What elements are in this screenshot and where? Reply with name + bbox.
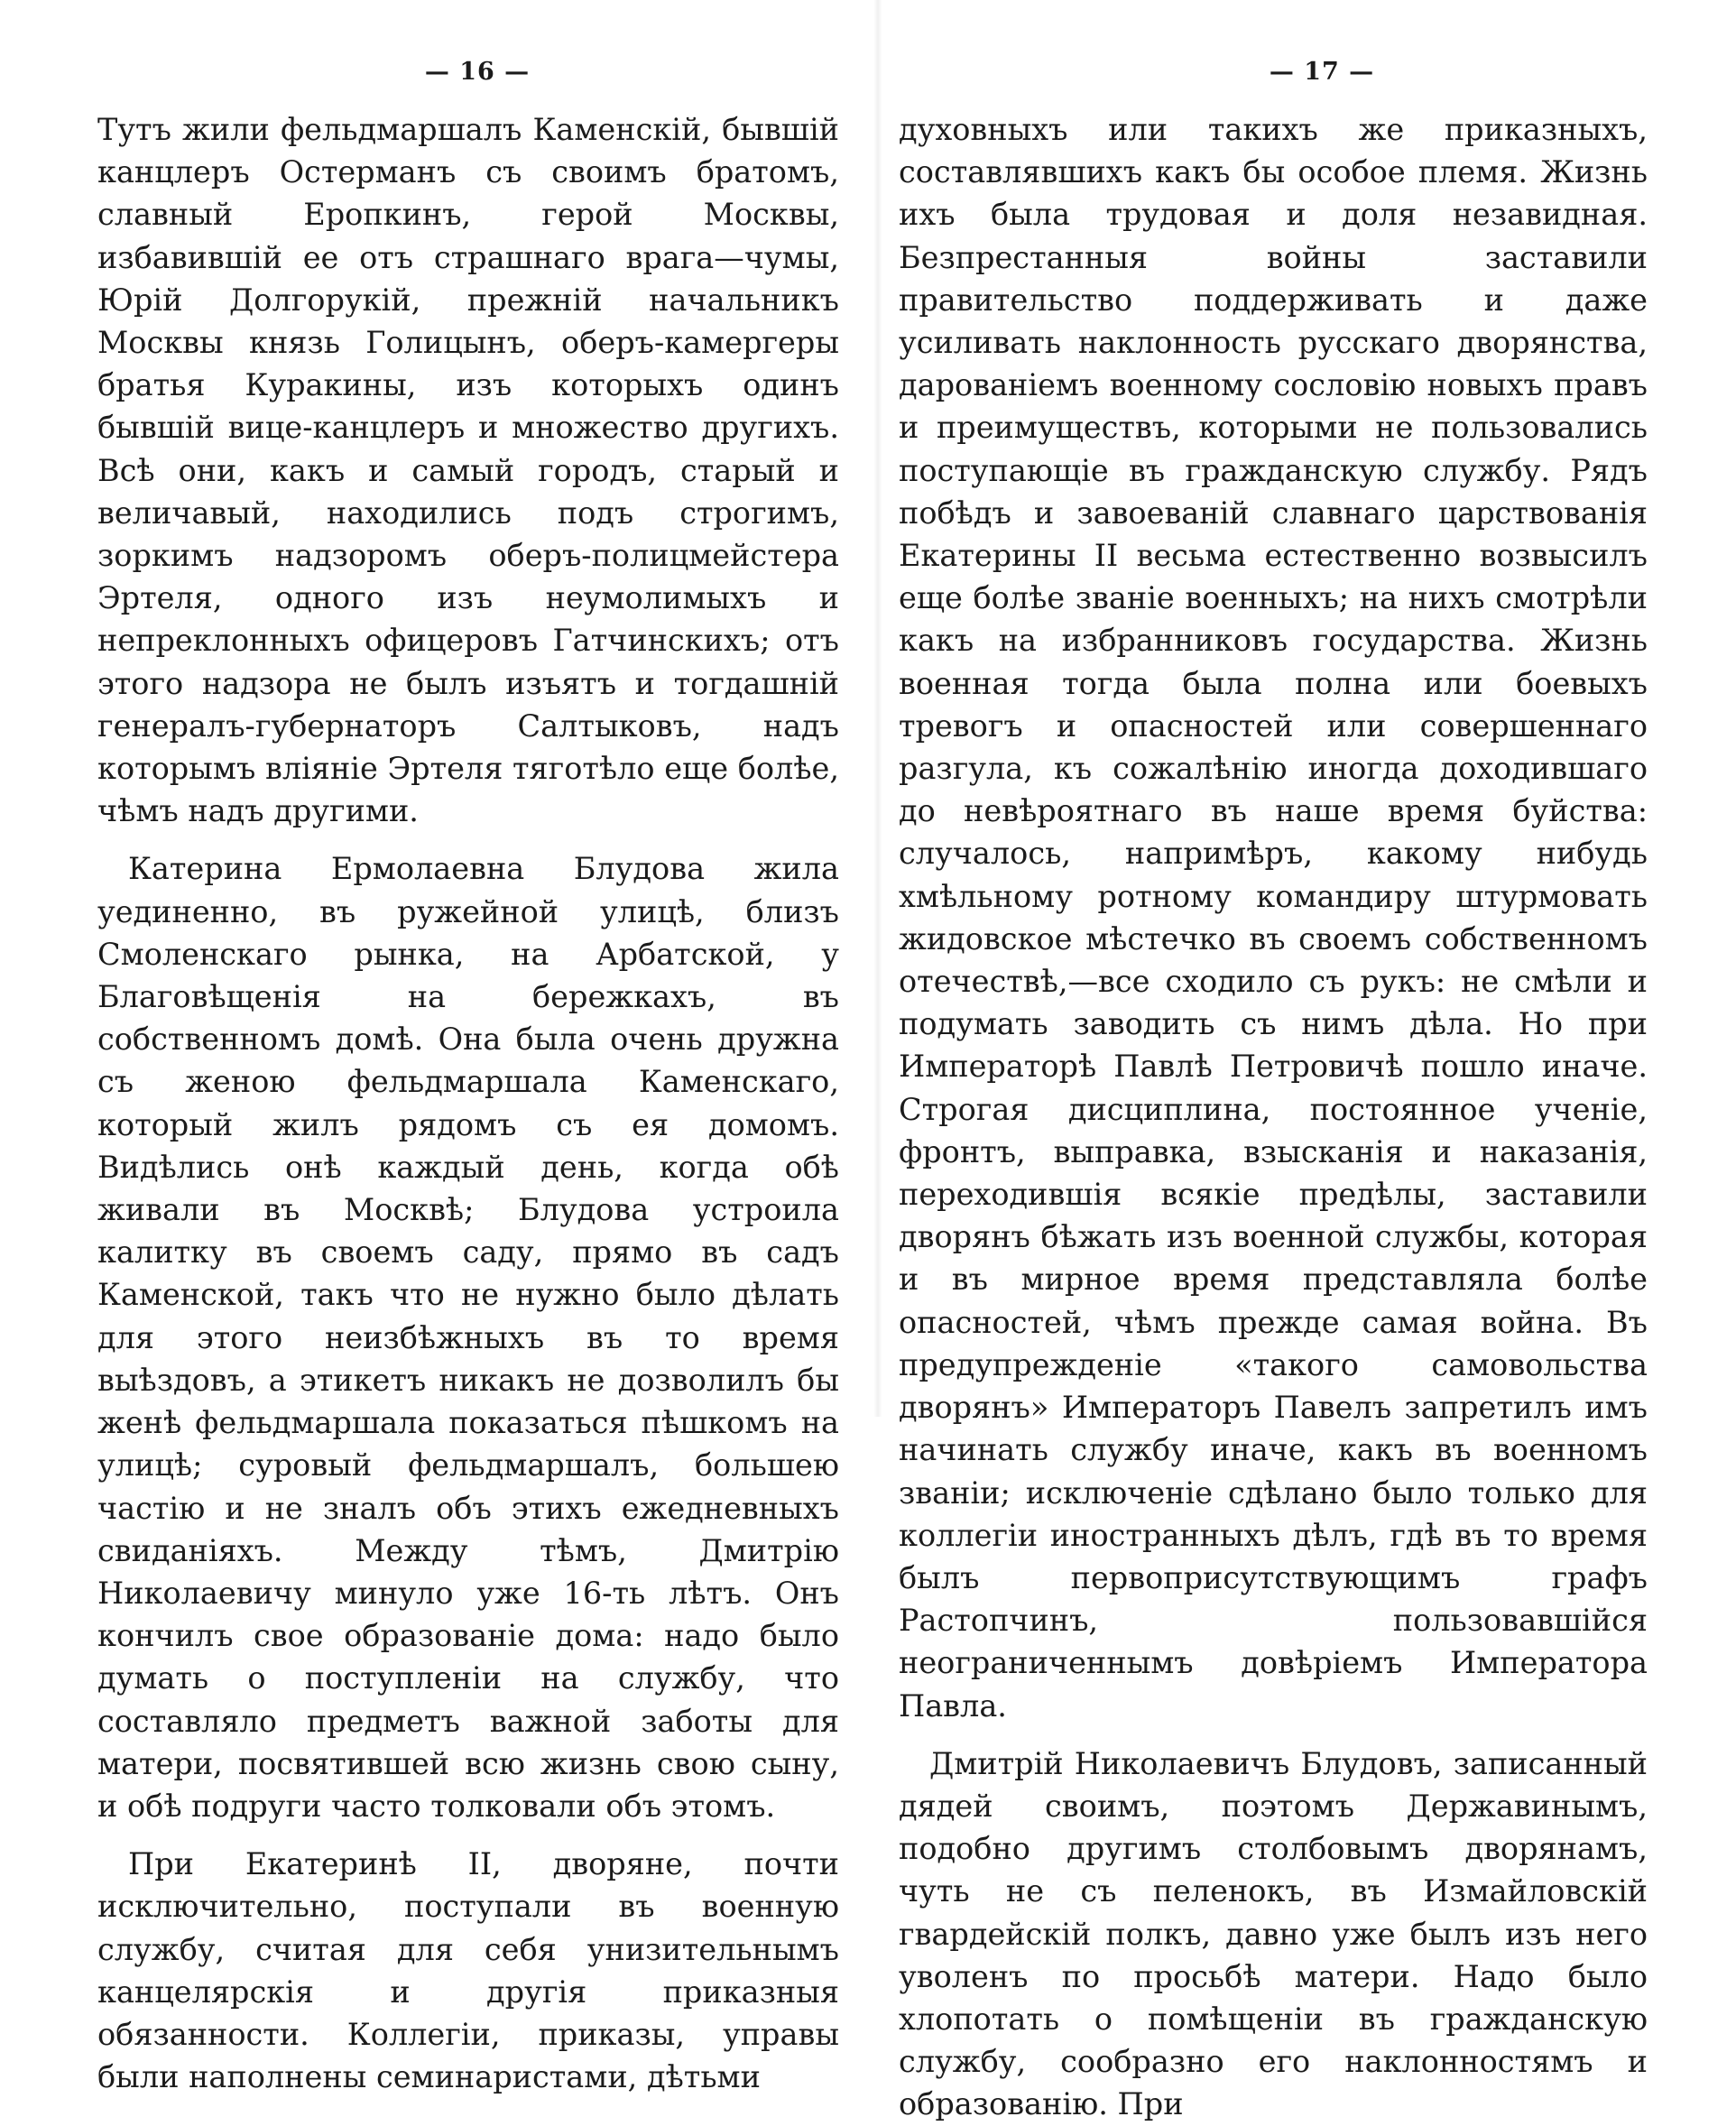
- page-number: — 17 —: [1269, 58, 1375, 86]
- paragraph: Тутъ жили фельдмаршалъ Каменскій, бывшій канцлеръ Остерманъ съ своимъ братомъ, славный Еропкинъ, герой Москвы, избавившій ее отъ страшнаго врага—чумы, Юрій Долгорукій, прежній начальникъ Москвы князь Голицынъ, оберъ-камергеры братья Куракины, изъ которыхъ одинъ бывшій вице-канцлеръ и множество другихъ. Всѣ они, какъ и самый городъ, старый и величавый, находились подъ строгимъ, зоркимъ надзоромъ оберъ-полицмейстера Эртеля, одного изъ неумолимыхъ и непреклонныхъ офицеровъ Гатчинскихъ; отъ этого надзора не былъ изъятъ и тогдашній генералъ-губернаторъ Салтыковъ, надъ которымъ вліяніе Эртеля тяготѣло еще болѣе, чѣмъ надъ другими.: [97, 112, 839, 829]
- page-text: [97, 108, 839, 2098]
- book-gutter: [873, 0, 882, 1417]
- paragraph: При Екатеринѣ II, дворяне, почти исключительно, поступали въ военную службу, считая для себя унизительнымъ канцелярскія и другія приказныя обязанности. Коллегіи, приказы, управы были наполнены семинаристами, дѣтьми: [97, 1846, 839, 2095]
- page-number: — 16 —: [424, 58, 531, 86]
- right-page: [882, 0, 1736, 2122]
- paragraph: Катерина Ермолаевна Блудова жила уединенно, въ ружейной улицѣ, близъ Смоленскаго рынка, на Арбатской, у Благовѣщенія на бережкахъ, въ собственномъ домѣ. Она была очень дружна съ женою фельдмаршала Каменскаго, который жилъ рядомъ съ ея домомъ. Видѣлись онѣ каждый день, когда обѣ живали въ Москвѣ; Блудова устроила калитку въ своемъ саду, прямо въ садъ Каменской, такъ что не нужно было дѣлать для этого неизбѣжныхъ въ то время выѣздовъ, а этикетъ никакъ не дозволилъ бы женѣ фельдмаршала показаться пѣшкомъ на улицѣ; суровый фельдмаршалъ, большею частію и не зналъ объ этихъ ежедневныхъ свиданіяхъ. Между тѣмъ, Дмитрію Николаевичу минуло уже 16-ть лѣтъ. Онъ кончилъ свое образованіе дома: надо было думать о поступленіи на службу, что составляло предметъ важной заботы для матери, посвятившей всю жизнь свою сыну, и обѣ подруги часто толковали объ этомъ.: [97, 851, 839, 1824]
- paragraph: духовныхъ или такихъ же приказныхъ, составлявшихъ какъ бы особое племя. Жизнь ихъ была трудовая и доля незавидная. Безпрестанныя войны заставили правительство поддерживать и даже усиливать наклонность русскаго дворянства, дарованіемъ военному сословію новыхъ правъ и преимуществъ, которыми не пользовались поступающіе въ гражданскую службу. Рядъ побѣдъ и завоеваній славнаго царствованія Екатерины II весьма естественно возвысилъ еще болѣе званіе военныхъ; на нихъ смотрѣли какъ на избранниковъ государства. Жизнь военная тогда была полна или боевыхъ тревогъ и опасностей или совершеннаго разгула, къ сожалѣнію иногда доходившаго до невѣроятнаго въ наше время буйства: случалось, напримѣръ, какому нибудь хмѣльному ротному командиру штурмовать жидовское мѣстечко въ своемъ собственномъ отечествѣ,—все сходило съ рукъ: не смѣли и подумать заводить съ нимъ дѣла. Но при Императорѣ Павлѣ Петровичѣ пошло иначе. Строгая дисциплина, постоянное ученіе, фронтъ, выправка, взысканія и наказанія, переходившія всякіе предѣлы, заставили дворянъ бѣжать изъ военной службы, которая и въ мирное время представляла болѣе опасностей, чѣмъ прежде самая война. Въ предупрежденіе «такого самовольства дворянъ» Императоръ Павелъ запретилъ имъ начинать службу иначе, какъ въ военномъ званіи; исключеніе сдѣлано было только для коллегіи иностранныхъ дѣлъ, гдѣ въ то время былъ первоприсутствующимъ графъ Растопчинъ, пользовавшійся неограниченнымъ довѣріемъ Императора Павла.: [899, 112, 1648, 1724]
- paragraph: Дмитрій Николаевичъ Блудовъ, записанный дядей своимъ, поэтомъ Державинымъ, подобно другимъ столбовымъ дворянамъ, чуть не съ пеленокъ, въ Измайловскій гвардейскій полкъ, давно уже былъ изъ него уволенъ по просьбѣ матери. Надо было хлопотать о помѣщеніи въ гражданскую службу, сообразно его наклонностямъ и образованію. При: [899, 1745, 1648, 2122]
- left-page: [0, 0, 873, 2095]
- page-text: [899, 108, 1648, 2126]
